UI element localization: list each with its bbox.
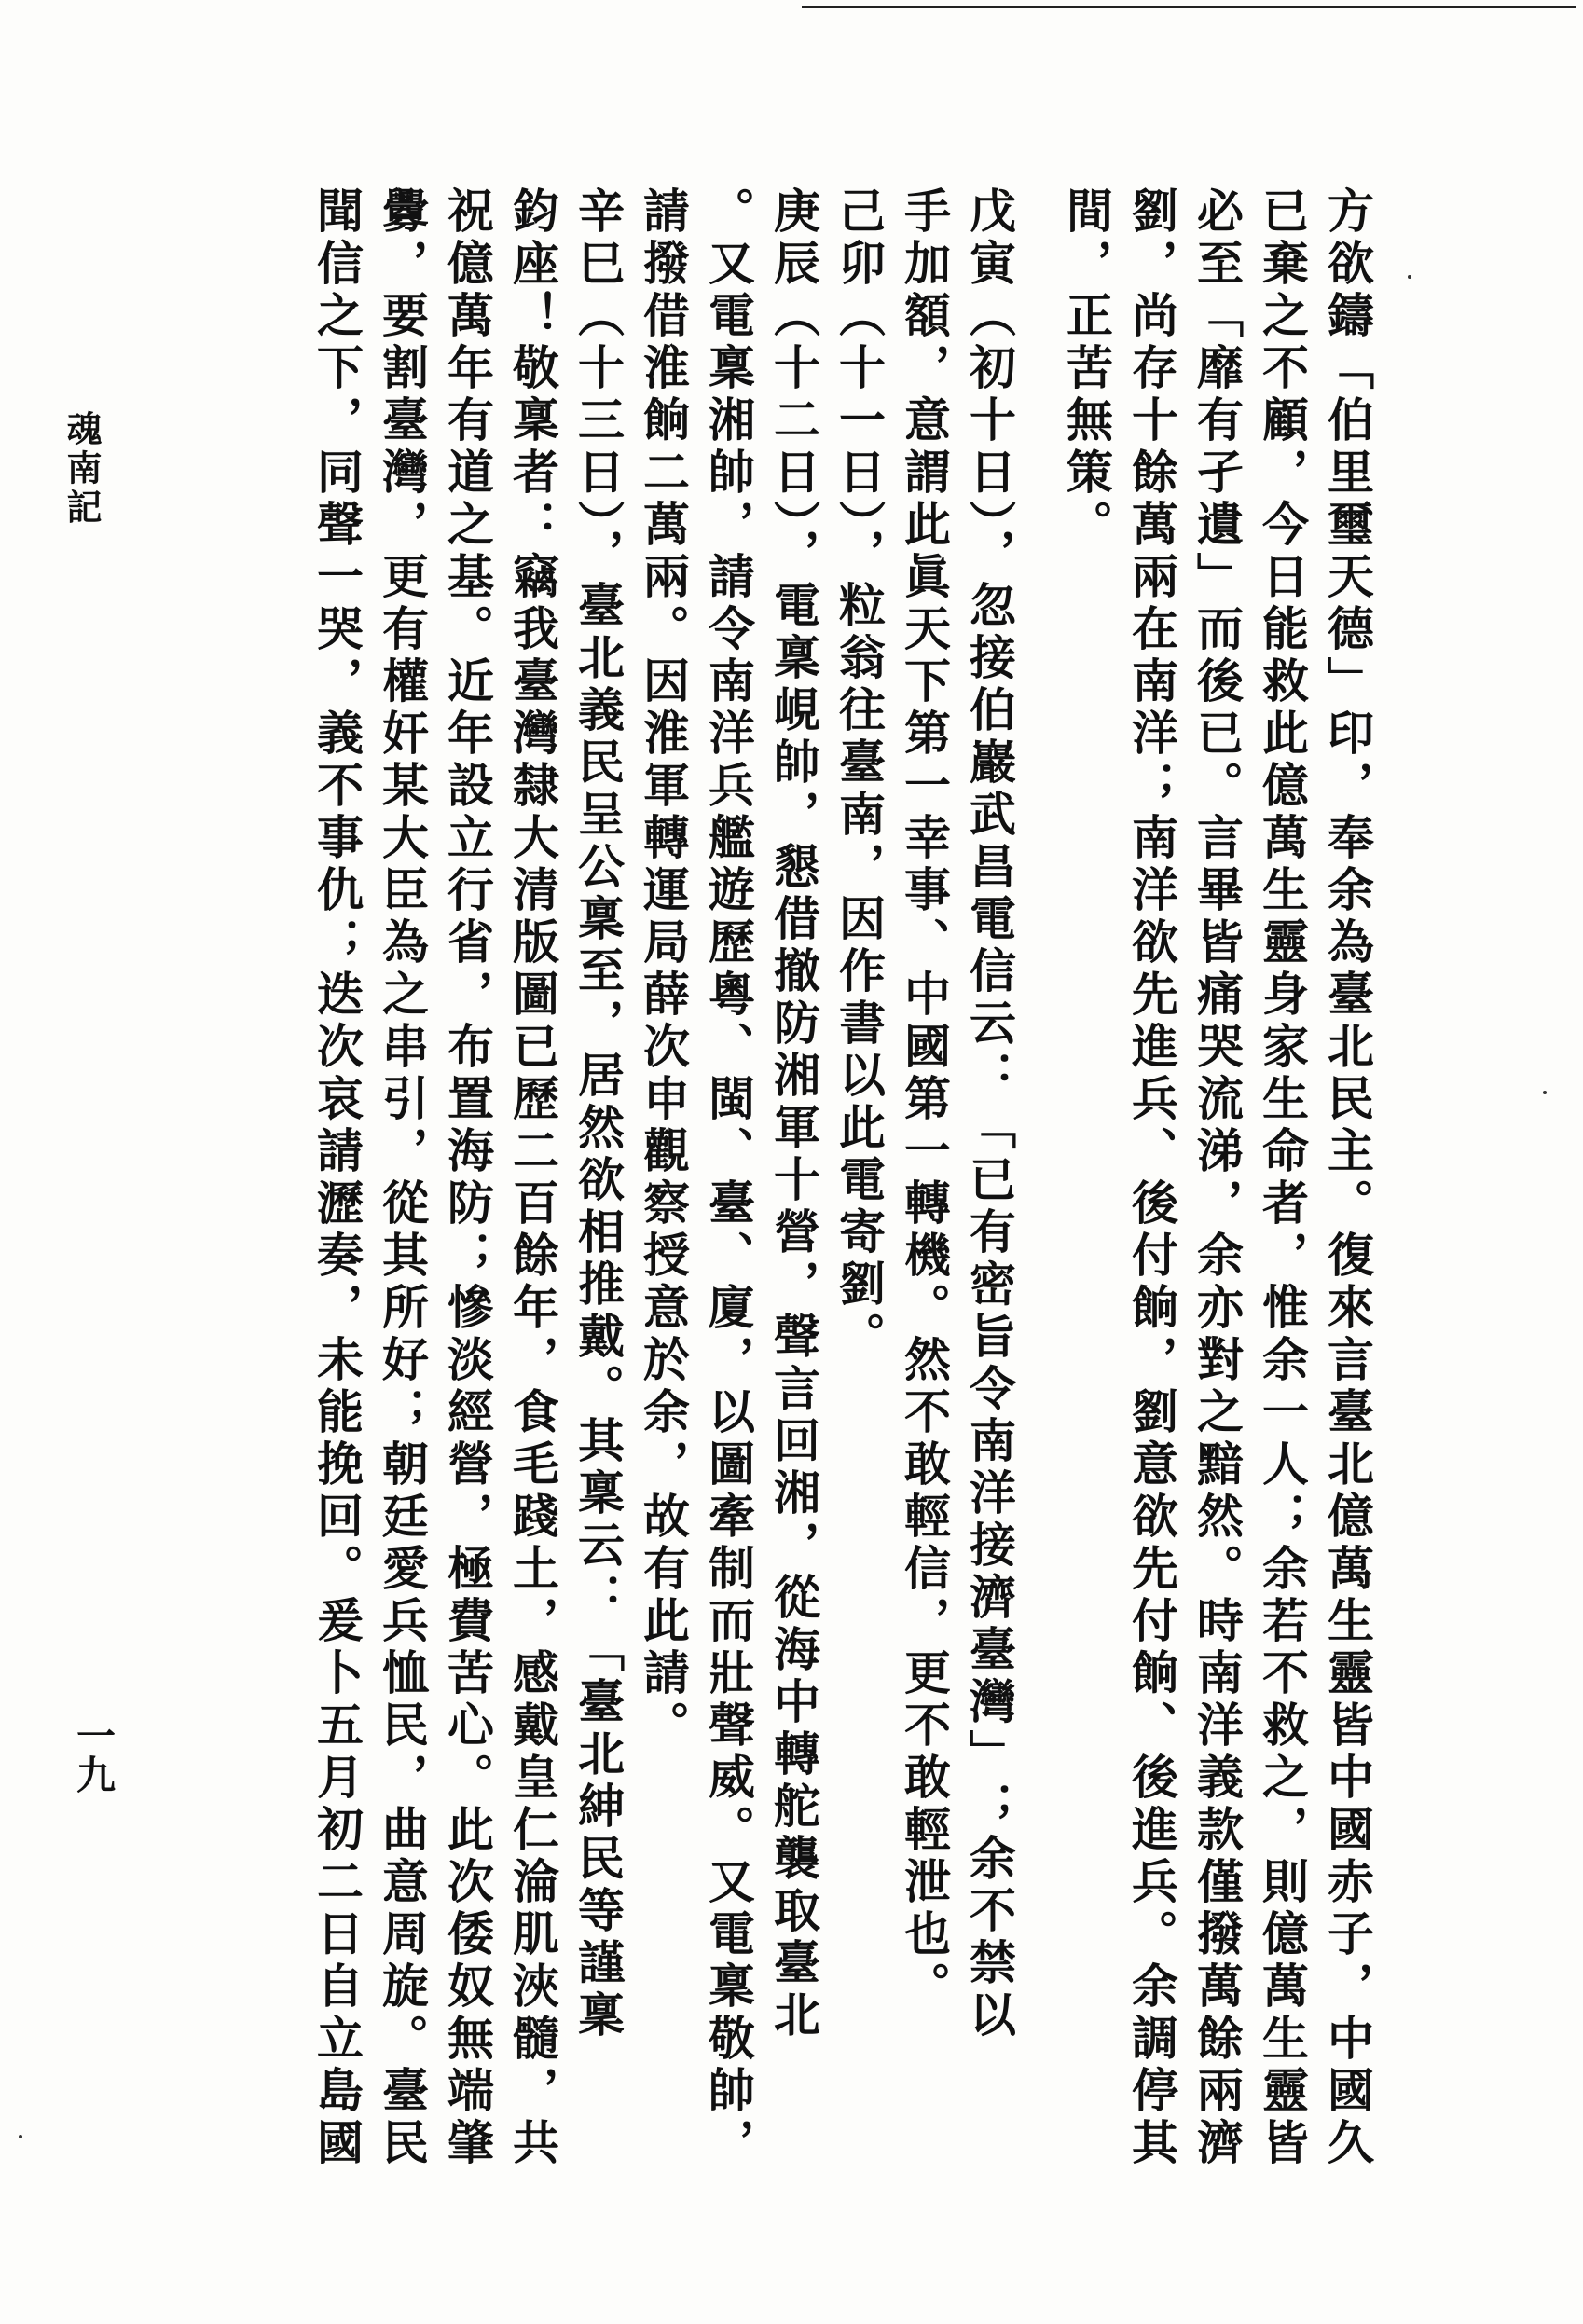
text-column: 間，正苦無策。 bbox=[1059, 186, 1114, 552]
text-column: 劉，尚存十餘萬兩在南洋；南洋欲先進兵、後付餉，劉意欲先付餉、後進兵。余調停其 bbox=[1124, 186, 1179, 2170]
text-column: 辛巳（十三日），臺北義民呈公稟至，居然欲相推戴。其稟云：「臺北紳民等謹稟 bbox=[571, 186, 626, 2042]
running-title: 魂南記 bbox=[61, 410, 103, 528]
text-column: 庚辰（十二日），電稟峴帥，懇借撤防湘軍十營，聲言回湘，從海中轉舵襲取臺北 bbox=[766, 186, 821, 2042]
top-rule bbox=[802, 6, 1576, 8]
text-column: 聞信之下，同聲一哭，義不事仇；迭次哀請瀝奏，未能挽回。爰卜五月初二日自立島國 bbox=[310, 186, 365, 2170]
text-column: 戊寅（初十日），忽接伯巖武昌電信云：「已有密旨令南洋接濟臺灣」；余不禁以 bbox=[962, 186, 1017, 2042]
text-column: 方欲鑄「伯里璽天德」印，奉余為臺北民主。復來言臺北億萬生靈皆中國赤子，中國久 bbox=[1320, 186, 1375, 2170]
page-number: 一九 bbox=[71, 1715, 117, 1794]
text-column: 必至「靡有孑遺」而後已。言畢皆痛哭流涕，余亦對之黯然。時南洋義款僅撥萬餘兩濟 bbox=[1190, 186, 1245, 2170]
text-column: 己卯（十一日），粒翁往臺南，因作書以此電寄劉。 bbox=[832, 186, 887, 1364]
text-column: 釁，要割臺灣，更有權奸某大臣為之串引，從其所好；朝廷愛兵恤民，曲意周旋。臺民 bbox=[375, 186, 430, 2170]
paragraph-gap bbox=[1022, 186, 1053, 2107]
speck bbox=[1543, 1091, 1547, 1094]
text-column: 鈞座！敬稟者：竊我臺灣隸大清版圖已歷二百餘年，食毛踐土，感戴皇仁淪肌浹髓，共 bbox=[505, 186, 560, 2170]
text-column: 。又電稟湘帥，請令南洋兵艦遊歷粵、閩、臺、廈，以圖牽制而壯聲威。又電稟敬帥， bbox=[701, 186, 756, 2170]
text-column: 手加額，意謂此眞天下第一幸事、中國第一轉機。然不敢輕信，更不敢輕泄也。 bbox=[897, 186, 952, 2014]
text-column: 祝億萬年有道之基。近年設立行省，布置海防；慘淡經營，極費苦心。此次倭奴無端肇 bbox=[440, 186, 495, 2170]
body-text bbox=[149, 186, 1380, 2170]
text-column: 請撥借淮餉二萬兩。因淮軍轉運局薛次申觀察授意於余，故有此請。 bbox=[636, 186, 691, 1753]
speck bbox=[19, 2135, 22, 2138]
speck bbox=[1408, 275, 1411, 279]
text-column: 已棄之不顧，今日能救此億萬生靈身家生命者，惟余一人；余若不救之，則億萬生靈皆 bbox=[1255, 186, 1310, 2170]
